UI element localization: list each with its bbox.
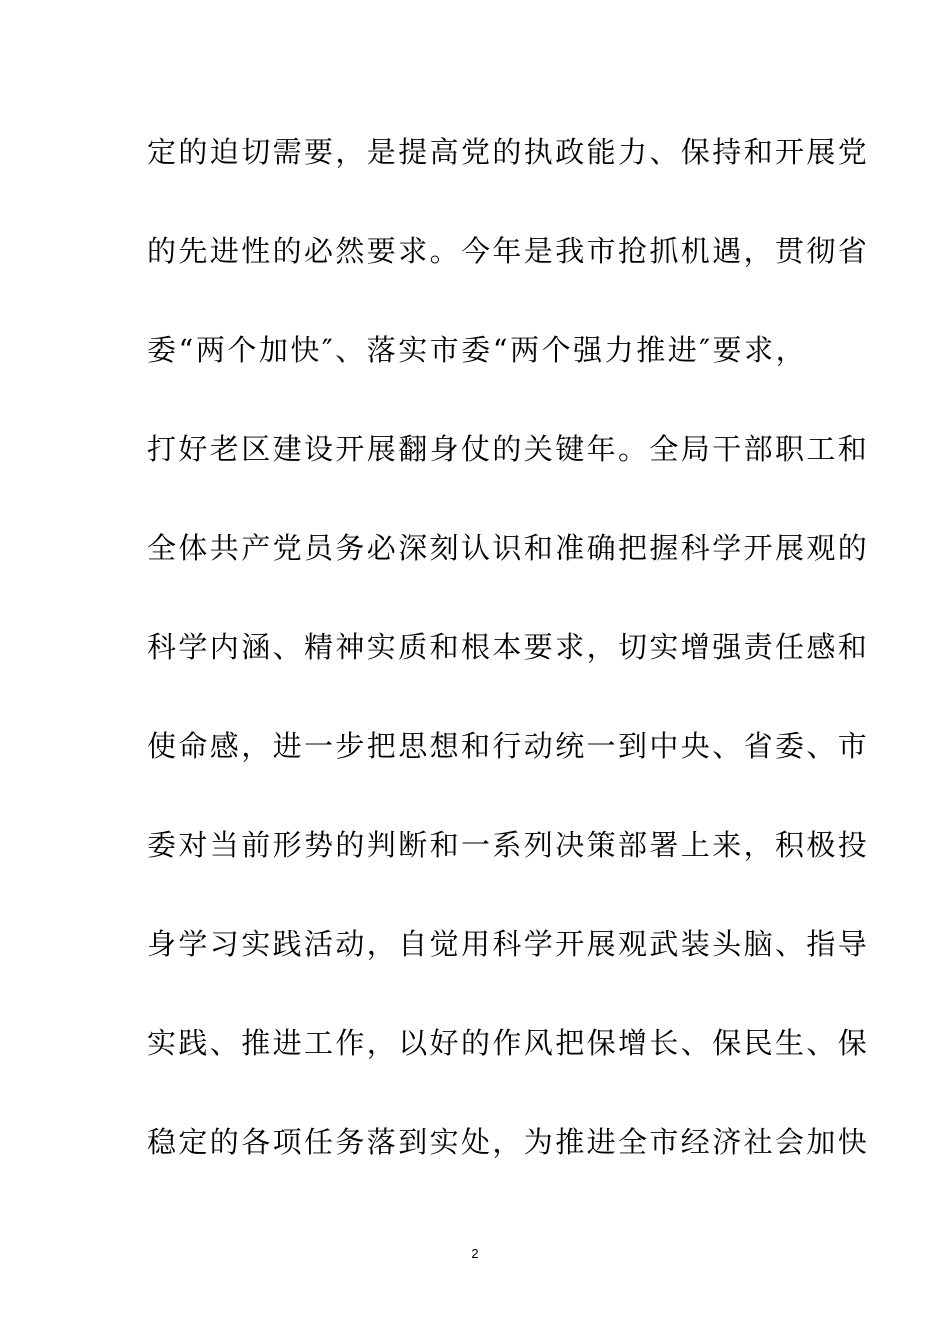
text-line: 全体共产党员务必深刻认识和准确把握科学开展观的 [147,531,870,565]
page-number: 2 [471,1246,479,1261]
text-line: 的先进性的必然要求。今年是我市抢抓机遇，贯彻省 [147,234,870,268]
text-line: 打好老区建设开展翻身仗的关键年。全局干部职工和 [147,432,870,466]
text-line: 委“两个加快″、落实市委“两个强力推进″要求， [147,333,807,367]
text-line: 身学习实践活动，自觉用科学开展观武装头脑、指导 [147,927,870,961]
text-line: 使命感，进一步把思想和行动统一到中央、省委、市 [147,729,870,763]
text-line: 科学内涵、精神实质和根本要求，切实增强责任感和 [147,630,870,664]
body-text [147,127,870,1216]
text-line: 实践、推进工作，以好的作风把保增长、保民生、保 [147,1026,870,1060]
text-line: 定的迫切需要，是提高党的执政能力、保持和开展党 [147,135,870,169]
text-line: 委对当前形势的判断和一系列决策部署上来，积极投 [147,828,870,862]
text-line: 稳定的各项任务落到实处，为推进全市经济社会加快 [147,1125,870,1159]
